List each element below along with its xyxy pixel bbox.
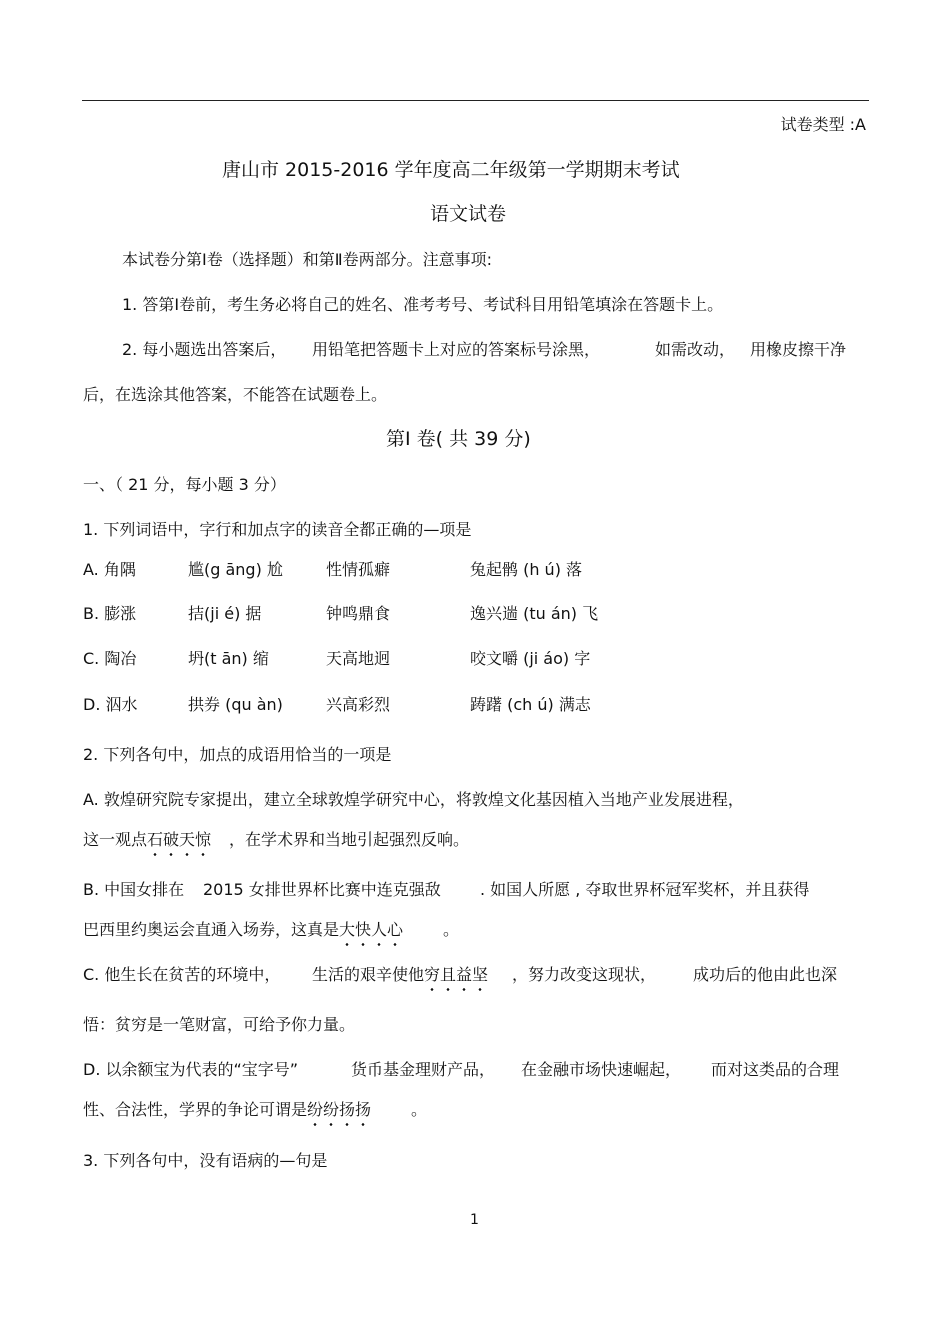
q1-option-b-word2: 拮(ji é) 据 (188, 604, 262, 623)
q1-option-d-word2: 拱券 (qu àn) (188, 695, 283, 714)
q2-b-idiom: 大快人心 (339, 920, 404, 939)
part-1-heading: 一、（ 21 分，每小题 3 分） (83, 475, 286, 494)
q1-option-a-word1: A. 角隅 (83, 560, 136, 579)
q1-option-b-word1: B. 膨涨 (83, 604, 137, 623)
note-2e: 后，在选涂其他答案，不能答在试题卷上。 (83, 385, 388, 404)
q2-a-idiom: 石破天惊 (147, 830, 212, 849)
q2-option-a-line1: A. 敦煌研究院专家提出，建立全球敦煌学研究中心，将敦煌文化基因植入当地产业发展进程， (83, 790, 744, 809)
q2-d-idiom: 纷纷扬扬 (307, 1100, 372, 1119)
q2-option-d-line1a: D. 以余额宝为代表的“宝字号” (83, 1060, 299, 1079)
q2-option-b-line1b: 2015 女排世界杯比赛中连克强敌 (203, 880, 441, 899)
page-subtitle: 语文试卷 (430, 203, 507, 225)
q1-option-d-word1: D. 泅水 (83, 695, 138, 714)
q1-option-a-word2: 尴(g āng) 尬 (188, 560, 283, 579)
note-1: 1. 答第Ⅰ卷前，考生务必将自己的姓名、准考考号、考试科目用铅笔填涂在答题卡上。 (122, 295, 724, 314)
q2-option-b-line1c: . 如国人所愿 , 夺取世界杯冠军奖杯，并且获得 (480, 880, 810, 899)
q2-d-text-pre: 性、合法性，学界的争论可谓是 (83, 1100, 308, 1119)
q2-a-text-post: ，在学术界和当地引起强烈反响。 (229, 830, 470, 849)
q1-option-c-word1: C. 陶冶 (83, 649, 137, 668)
q2-option-c-line1a: C. 他生长在贫苦的环境中， (83, 965, 281, 984)
q2-a-text-pre: 这一观点 (83, 830, 148, 849)
q2-c-text-post: ，努力改变这现状， (512, 965, 657, 984)
q2-b-text-pre: 巴西里约奥运会直通入场券，这真是 (83, 920, 340, 939)
q2-c-text-pre: 生活的艰辛使他 (312, 965, 425, 984)
q2-d-text-post: 。 (411, 1100, 428, 1119)
q2-stem: 2. 下列各句中，加点的成语用恰当的一项是 (83, 745, 392, 764)
q2-option-d-line2 (83, 1099, 427, 1121)
q2-b-text-post: 。 (443, 920, 460, 939)
note-2c: 如需改动， (655, 340, 736, 359)
q1-option-d-word3: 兴高彩烈 (326, 695, 391, 714)
notes-intro: 本试卷分第Ⅰ卷（选择题）和第Ⅱ卷两部分。注意事项: (122, 250, 492, 269)
q2-option-b-line1a: B. 中国女排在 (83, 880, 185, 899)
header-rule (82, 100, 869, 101)
q2-option-c-line2: 悟：贫穷是一笔财富，可给予你力量。 (83, 1015, 356, 1034)
q2-option-d-line1d: 而对这类品的合理 (711, 1060, 840, 1079)
note-2d: 用橡皮擦干净 (750, 340, 847, 359)
q2-option-c-line1d: 成功后的他由此也深 (693, 965, 838, 984)
q2-option-c-line1b (312, 964, 656, 986)
q2-option-a-line2 (83, 829, 469, 851)
q1-option-c-word3: 天高地迥 (326, 649, 391, 668)
q2-option-d-line1b: 货币基金理财产品， (351, 1060, 496, 1079)
q3-stem: 3. 下列各句中，没有语病的—句是 (83, 1151, 328, 1170)
q1-option-b-word3: 钟鸣鼎食 (326, 604, 391, 623)
q1-option-c-word4: 咬文嚼 (ji áo) 字 (470, 649, 591, 668)
q1-option-a-word3: 性情孤癖 (326, 560, 391, 579)
paper-type: 试卷类型 :A (780, 115, 866, 134)
page-title: 唐山市 2015-2016 学年度高二年级第一学期期末考试 (222, 159, 680, 181)
section-heading: 第Ⅰ 卷( 共 39 分) (386, 428, 531, 450)
q1-option-c-word2: 坍(t ān) 缩 (188, 649, 269, 668)
q2-c-idiom: 穷且益坚 (424, 965, 489, 984)
q2-option-d-line1c: 在金融市场快速崛起， (521, 1060, 682, 1079)
note-2a: 2. 每小题选出答案后， (122, 340, 287, 359)
q1-option-a-word4: 兔起鹘 (h ú) 落 (470, 560, 583, 579)
q2-option-b-line2 (83, 919, 459, 941)
note-2b: 用铅笔把答题卡上对应的答案标号涂黑， (312, 340, 601, 359)
page-number: 1 (470, 1212, 479, 1228)
q1-stem: 1. 下列词语中，字行和加点字的读音全都正确的—项是 (83, 520, 472, 539)
q1-option-d-word4: 踌躇 (ch ú) 满志 (470, 695, 591, 714)
q1-option-b-word4: 逸兴遄 (tu án) 飞 (470, 604, 599, 623)
